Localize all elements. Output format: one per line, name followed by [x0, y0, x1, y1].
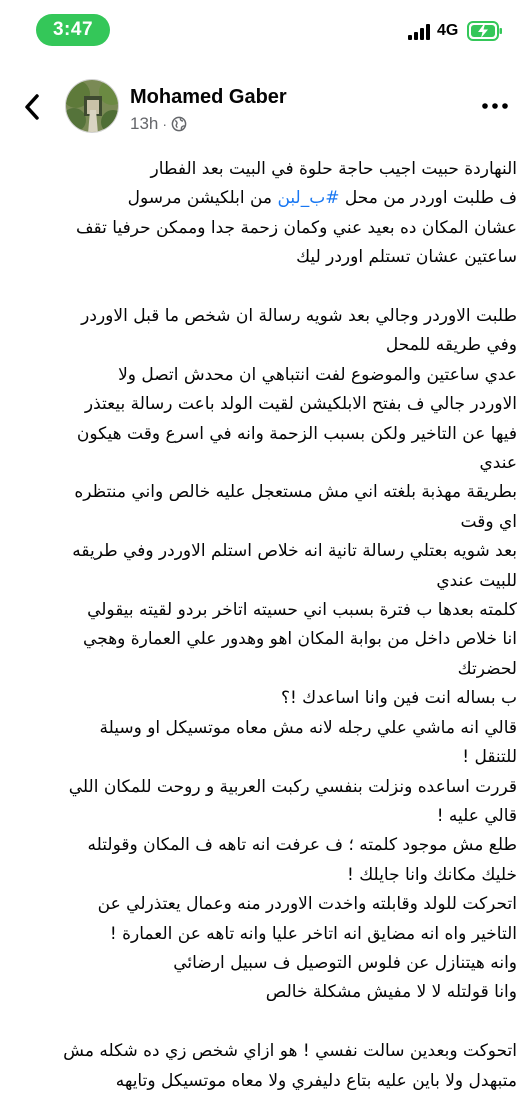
text-line: [10, 567, 517, 596]
status-bar: [0, 0, 527, 64]
text-segment: اتحركت للولد وقابلته واخدت الاوردر منه وعمال يعتذرلي عن: [97, 894, 517, 915]
text-line: [10, 420, 517, 449]
text-line: [10, 390, 517, 419]
text-line: [10, 773, 517, 802]
status-time: 3:47: [36, 14, 110, 46]
text-segment: من ابلكيشن مرسول: [127, 188, 278, 209]
text-line: [10, 625, 517, 654]
post-meta: [130, 114, 187, 134]
text-line: [10, 331, 517, 360]
hashtag-link[interactable]: #ب_لبن: [277, 188, 340, 209]
text-line: [10, 449, 517, 478]
text-segment: فيها عن التاخير ولكن بسبب الزحمة وانه في اسرع وقت هيكون: [76, 423, 517, 444]
text-line: [10, 890, 517, 919]
text-segment: انا خلاص داخل من بوابة المكان اهو وهدور علي العمارة وهجي: [83, 629, 517, 650]
text-segment: اتحوكت وبعدين سالت نفسي ! هو ازاي شخص زي ده شكله مش: [63, 1041, 517, 1062]
text-segment: النهاردة حبيت اجيب حاجة حلوة في البيت بعد الفطار: [150, 159, 517, 179]
text-segment: بعد شويه بعتلي رسالة تانية انه خلاص استلم الاوردر وفي طريقه: [72, 541, 517, 562]
text-segment: قررت اساعده ونزلت بنفسي ركبت العربية و روحت للمكان اللي: [68, 776, 517, 797]
text-segment: قالي عليه !: [436, 805, 517, 826]
text-segment: وانه هيتنازل عن فلوس التوصيل ف سبيل ارضائي: [173, 952, 517, 973]
text-line: [10, 361, 517, 390]
text-line: [10, 920, 517, 949]
text-segment: للتنقل !: [462, 747, 517, 768]
more-options-button[interactable]: [478, 94, 512, 118]
text-segment: قالي انه ماشي علي رجله لانه مش معاه موتسيكل او وسيلة: [99, 717, 517, 738]
text-line: [10, 831, 517, 860]
text-segment: ف طلبت اوردر من محل: [339, 188, 517, 209]
paragraph-break: [10, 273, 517, 302]
back-chevron-icon: [24, 94, 40, 120]
text-line: [10, 243, 517, 272]
text-line: [10, 596, 517, 625]
text-line: [10, 478, 517, 507]
text-line: [10, 861, 517, 890]
globe-icon[interactable]: [171, 116, 187, 132]
post-header: [0, 64, 527, 142]
text-line: [10, 949, 517, 978]
avatar[interactable]: [65, 79, 119, 133]
back-button[interactable]: [18, 92, 46, 122]
text-line: [10, 214, 517, 243]
text-line: [10, 802, 517, 831]
network-type: 4G: [437, 22, 459, 39]
text-segment: لحضرتك: [457, 658, 517, 679]
post-timestamp[interactable]: 13h: [130, 114, 159, 133]
text-segment: بطريقة مهذبة بلغته اني مش مستعجل عليه خالص واني منتظره: [74, 482, 517, 503]
meta-separator: ·: [162, 116, 168, 132]
battery-charging-icon: [467, 21, 503, 41]
text-segment: ب بساله انت فين وانا اساعدك !؟: [280, 688, 517, 709]
post-paragraph: [10, 1037, 517, 1096]
text-line: [10, 537, 517, 566]
post-body: [10, 155, 517, 1096]
text-segment: ساعتين عشان تستلم اوردر ليك: [296, 247, 517, 268]
text-line: [10, 714, 517, 743]
text-segment: متبهدل ولا باين عليه بتاع دليفري ولا معاه موتسيكل وتايهه: [115, 1070, 517, 1091]
text-segment: عدي ساعتين والموضوع لفت انتباهي ان محدش اتصل ولا: [118, 364, 517, 385]
text-segment: وانا قولتله لا لا مفيش مشكلة خالص: [265, 982, 517, 1003]
more-dots-icon: [482, 103, 508, 109]
text-line: [10, 1067, 517, 1096]
text-segment: وفي طريقه للمحل: [385, 335, 517, 356]
text-segment: اي وقت: [460, 511, 517, 532]
text-segment: كلمته بعدها ب فترة بسبب اني حسيته اتاخر بردو لقيته بيقولي: [87, 600, 517, 621]
text-segment: الاوردر جالي ف بفتح الابلكيشن لقيت الولد باعت رسالة بيعتذر: [84, 394, 517, 415]
text-segment: طلبت الاوردر وجالي بعد شويه رسالة ان شخص ما قبل الاوردر: [81, 306, 517, 327]
text-line: [10, 743, 517, 772]
text-line: [10, 684, 517, 713]
text-line: [10, 978, 517, 1007]
text-segment: للبيت عندي: [436, 570, 517, 591]
text-line: [10, 655, 517, 684]
text-line: [10, 302, 517, 331]
text-line: [10, 508, 517, 537]
text-line: [10, 155, 517, 184]
text-segment: طلع مش موجود كلمته ؛ ف عرفت انه تاهه ف المكان وقولتله: [87, 835, 517, 856]
signal-icon: [408, 24, 430, 40]
text-segment: التاخير واه انه مضايق انه اتاخر عليا وانه تاهه عن العمارة !: [109, 923, 517, 944]
text-line: [10, 1037, 517, 1066]
paragraph-break: [10, 1008, 517, 1037]
author-name[interactable]: Mohamed Gaber: [130, 86, 287, 108]
avatar-photo: [66, 80, 119, 133]
text-segment: خليك مكانك وانا جايلك !: [347, 864, 517, 885]
text-line: [10, 184, 517, 213]
text-segment: عشان المكان ده بعيد عني وكمان زحمة جدا وممكن حرفيا تقف: [75, 217, 517, 238]
text-segment: عندي: [479, 453, 517, 474]
post-paragraph: [10, 155, 517, 273]
post-paragraph: [10, 302, 517, 1008]
